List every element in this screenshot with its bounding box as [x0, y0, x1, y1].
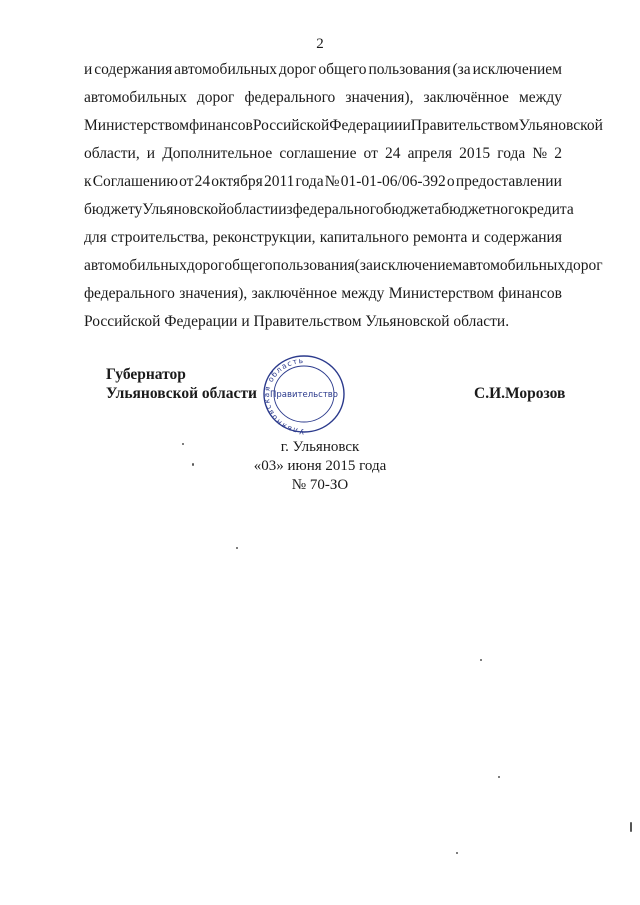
word: бюджету — [84, 201, 143, 218]
word: исключением — [472, 61, 562, 78]
word: Федерации — [329, 117, 403, 134]
signer-title-line-1: Губернатор — [106, 366, 186, 383]
word: федерального — [84, 285, 175, 302]
page-number: 2 — [316, 36, 324, 52]
word: дорог — [565, 257, 603, 274]
word: 2015 — [459, 145, 491, 162]
word: для — [84, 229, 107, 246]
word: Российской Федерации и Правительством Ульяновской области. — [84, 313, 510, 330]
word: Дополнительное — [162, 145, 273, 162]
document-number: № 70-ЗО — [291, 477, 349, 493]
place-date-block — [210, 438, 430, 495]
word: о — [446, 173, 455, 190]
word: 2011 — [263, 173, 295, 190]
word: года — [295, 173, 324, 190]
word: между — [518, 89, 562, 106]
word: от — [179, 173, 194, 190]
word: к — [84, 173, 92, 190]
word: содержания — [483, 229, 562, 246]
word: строительства, — [110, 229, 209, 246]
word: автомобильных — [462, 257, 566, 274]
word: Правительством — [410, 117, 519, 134]
word: дорог — [278, 61, 317, 78]
document-body — [84, 56, 603, 336]
word: и — [84, 61, 93, 78]
text-line — [84, 84, 562, 112]
word: от — [363, 145, 378, 162]
word: 24 — [194, 173, 211, 190]
word: Ульяновской — [142, 201, 227, 218]
word: реконструкции, — [212, 229, 316, 246]
word: бюджета — [383, 201, 442, 218]
word: пользования — [368, 61, 451, 78]
word: Министерством — [388, 285, 494, 302]
text-line — [84, 140, 562, 168]
word: бюджетного — [441, 201, 522, 218]
word: 24 — [384, 145, 401, 162]
word: области, — [84, 145, 140, 162]
signer-title — [106, 365, 257, 403]
scan-speck — [192, 463, 194, 466]
date: «03» июня 2015 года — [253, 458, 387, 474]
text-line — [84, 308, 562, 336]
word: года — [497, 145, 526, 162]
word: апреля — [407, 145, 453, 162]
word: значения), — [179, 285, 248, 302]
signer-name: С.И.Морозов — [474, 385, 566, 402]
word: федерального — [292, 201, 384, 218]
word: капитального — [319, 229, 409, 246]
word: ремонта — [413, 229, 468, 246]
word: значения), — [345, 89, 414, 106]
text-line — [84, 168, 562, 196]
word: кредита — [521, 201, 574, 218]
word: автомобильных — [174, 61, 277, 78]
place: г. Ульяновск — [280, 439, 360, 455]
word: содержания — [94, 61, 173, 78]
official-seal — [252, 349, 356, 439]
word: области — [226, 201, 279, 218]
scan-speck — [456, 852, 458, 854]
word: Соглашению — [92, 173, 178, 190]
word: (за — [354, 257, 373, 274]
scan-speck — [182, 443, 184, 445]
word: октября — [211, 173, 263, 190]
word: Ульяновской — [518, 117, 603, 134]
seal-ring-text: Ульяновская область — [261, 355, 305, 437]
word: и — [146, 145, 156, 162]
word: федерального — [244, 89, 336, 106]
word: общего — [224, 257, 273, 274]
word: между — [341, 285, 385, 302]
word: пользования — [272, 257, 355, 274]
word: соглашение — [279, 145, 357, 162]
scan-speck — [480, 659, 482, 661]
word: финансов — [498, 285, 562, 302]
word: № — [532, 145, 548, 162]
word: заключённое — [423, 89, 509, 106]
text-line — [84, 280, 562, 308]
word: и — [471, 229, 480, 246]
signer-title-line-2: Ульяновской области — [106, 385, 257, 402]
text-line — [84, 252, 603, 280]
word: 2 — [554, 145, 562, 162]
word: автомобильных — [84, 89, 187, 106]
word: Министерством — [84, 117, 190, 134]
word: 01-01-06/06-392 — [340, 173, 446, 190]
word: Российской — [252, 117, 330, 134]
word: и — [402, 117, 411, 134]
text-line — [84, 196, 574, 224]
word: (за — [452, 61, 471, 78]
word: предоставлении — [455, 173, 562, 190]
text-line — [84, 112, 603, 140]
seal-center-text: Правительство — [270, 390, 338, 400]
word: заключённое — [251, 285, 337, 302]
word: из — [278, 201, 293, 218]
scan-speck — [630, 822, 632, 832]
word: дорог — [196, 89, 235, 106]
scan-speck — [236, 547, 238, 549]
text-line — [84, 56, 562, 84]
word: финансов — [189, 117, 253, 134]
word: общего — [318, 61, 367, 78]
word: автомобильных — [84, 257, 187, 274]
word: № — [324, 173, 340, 190]
word: исключением — [372, 257, 463, 274]
word: дорог — [186, 257, 225, 274]
scan-speck — [498, 776, 500, 778]
text-line — [84, 224, 562, 252]
